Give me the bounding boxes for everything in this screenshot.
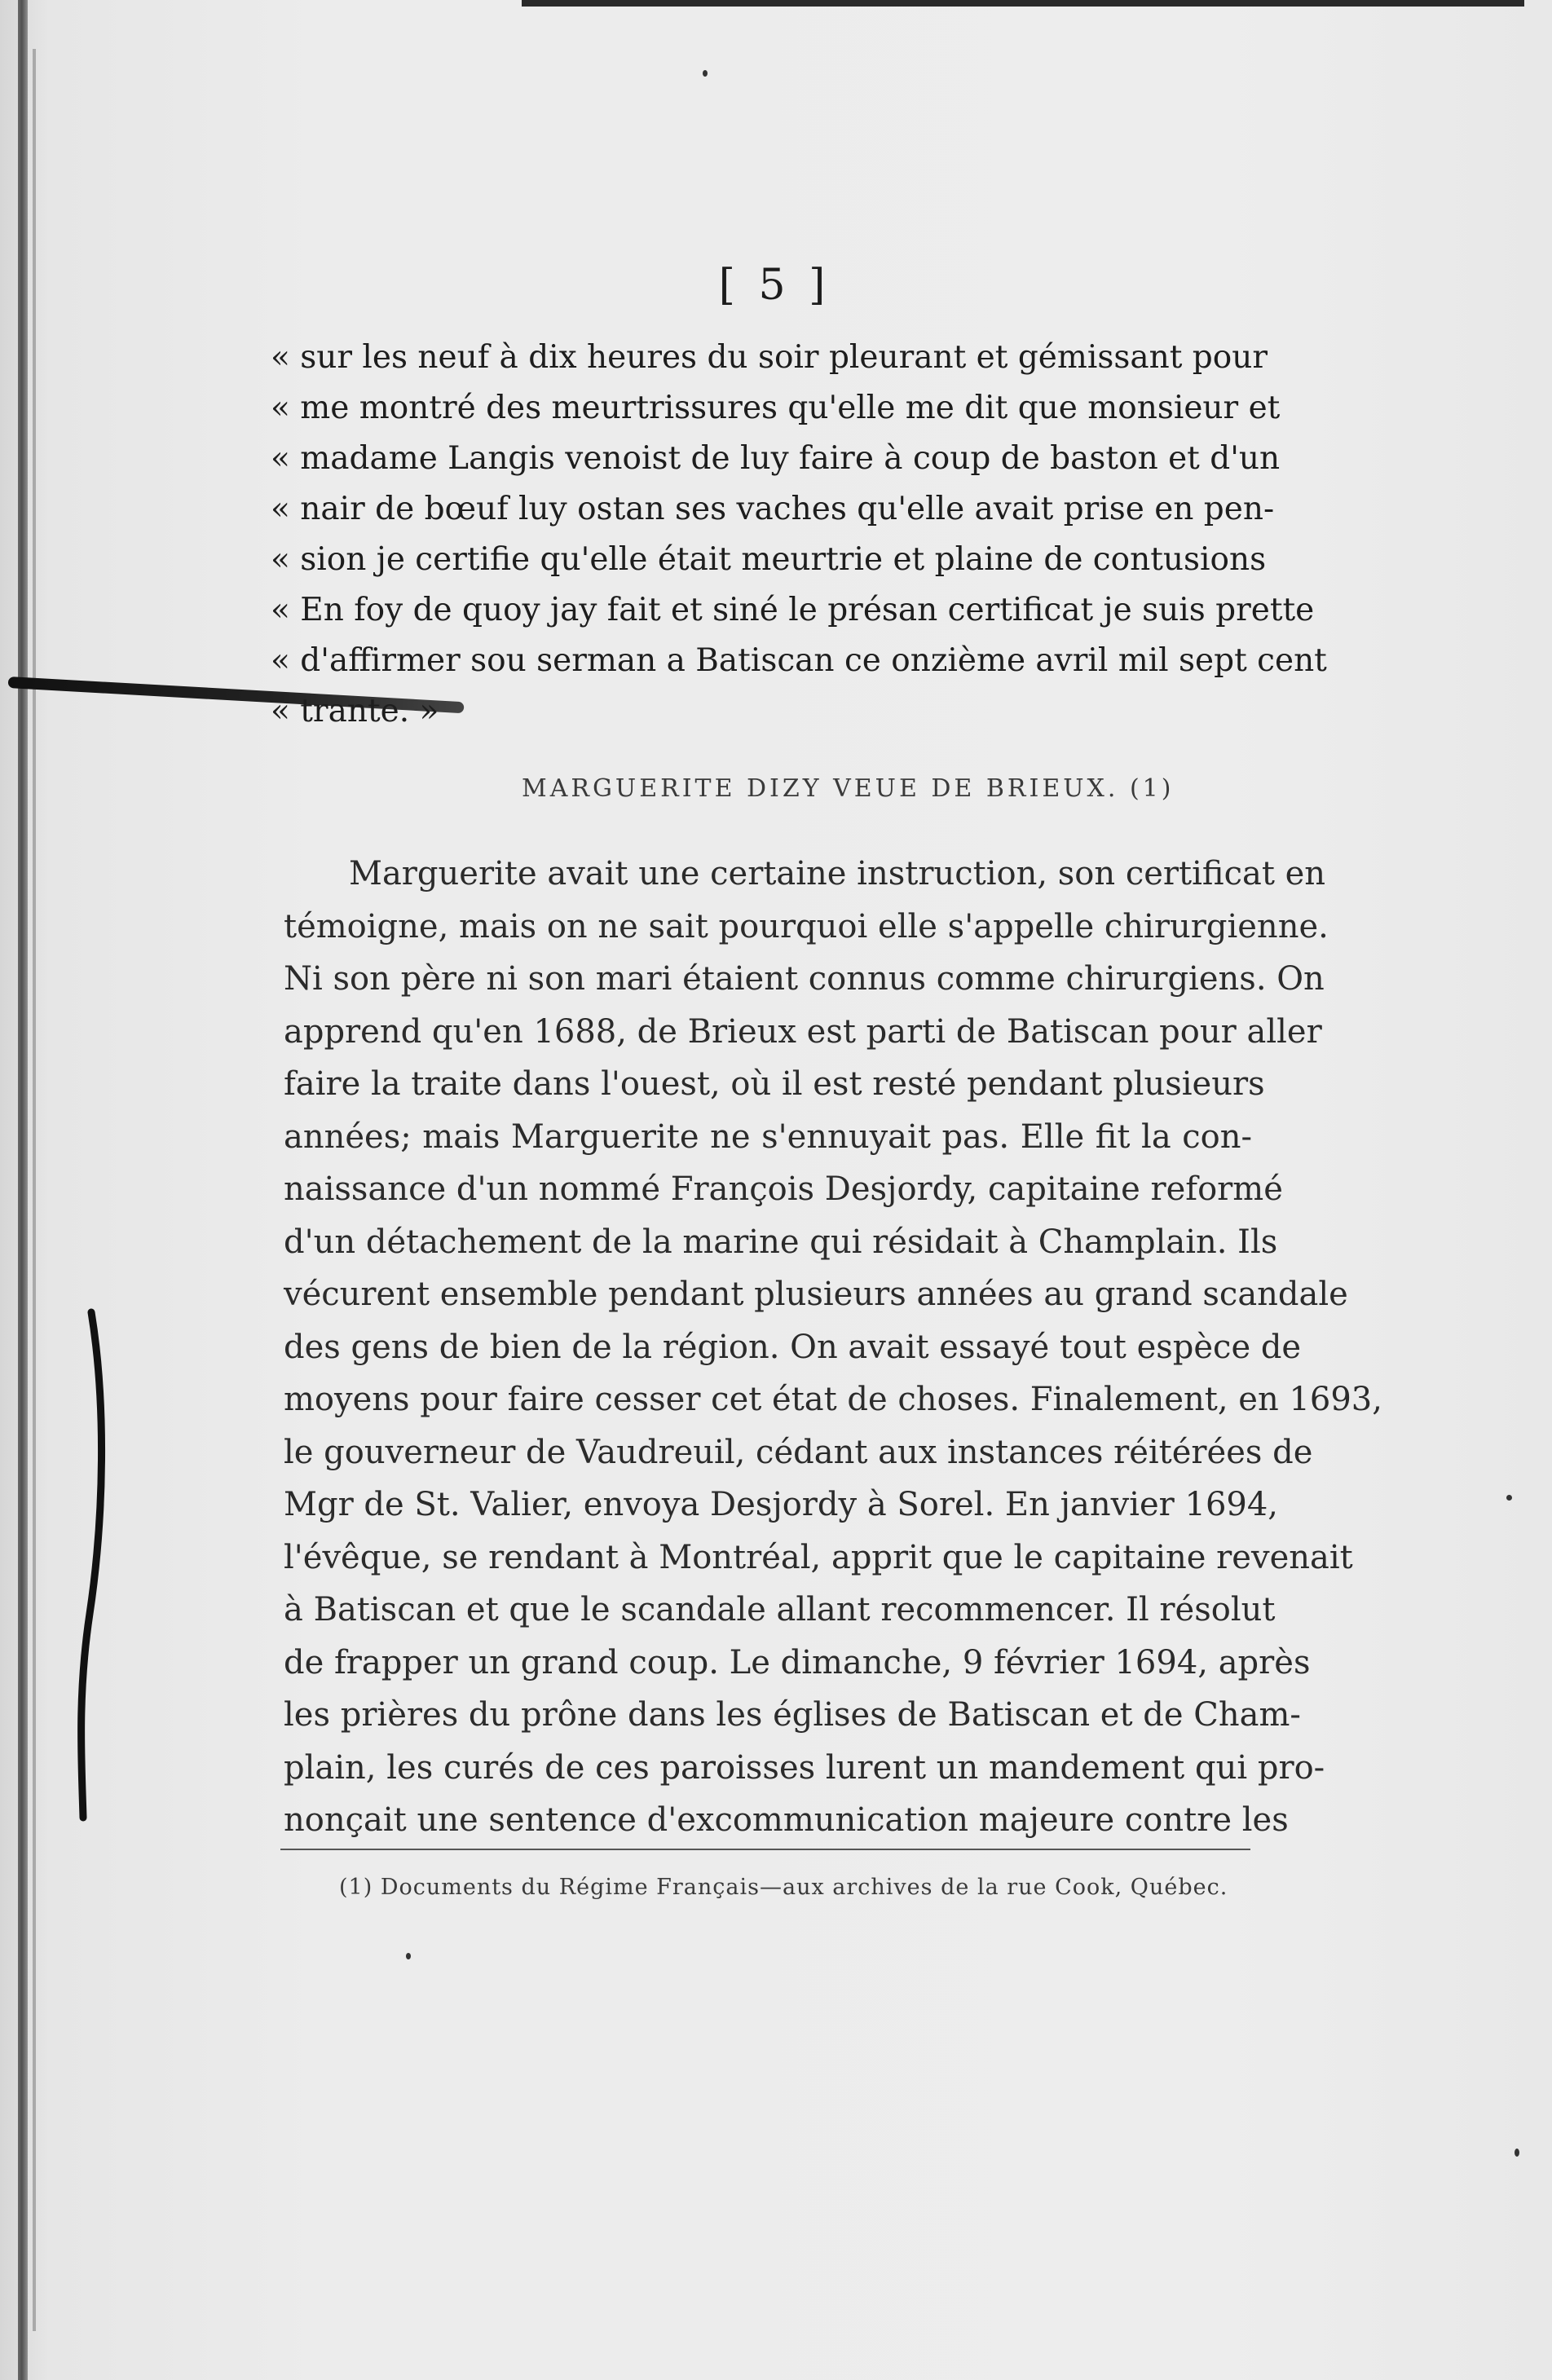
quote-line: « En foy de quoy jay fait et siné le présan certificat je suis prette [271, 592, 1315, 628]
body-line: Ni son père ni son mari étaient connus comme chirurgiens. On [284, 960, 1325, 998]
footnote-divider [280, 1849, 1250, 1850]
quote-line: « nair de bœuf luy ostan ses vaches qu'elle avait prise en pen- [271, 491, 1275, 527]
binding-edge [18, 0, 28, 2380]
body-line: apprend qu'en 1688, de Brieux est parti de Batiscan pour aller [284, 1012, 1322, 1051]
binding-shadow [33, 49, 36, 2331]
quote-line: « trante. » [271, 693, 439, 729]
body-line: les prières du prône dans les églises de Batiscan et de Cham- [284, 1696, 1301, 1734]
quote-line: « sur les neuf à dix heures du soir pleurant et gémissant pour [271, 339, 1268, 376]
section-heading: MARGUERITE DIZY VEUE DE BRIEUX. (1) [522, 774, 1175, 803]
body-line: Marguerite avait une certaine instruction, son certificat en [349, 855, 1326, 892]
body-line: des gens de bien de la région. On avait essayé tout espèce de [284, 1328, 1302, 1366]
quote-line: « madame Langis venoist de luy faire à coup de baston et d'un [271, 440, 1281, 477]
body-line: l'évêque, se rendant à Montréal, apprit que le capitaine revenait [284, 1538, 1353, 1576]
body-line: Mgr de St. Valier, envoya Desjordy à Sorel. En janvier 1694, [284, 1486, 1278, 1523]
body-line: de frapper un grand coup. Le dimanche, 9 février 1694, après [284, 1643, 1311, 1681]
body-line: naissance d'un nommé François Desjordy, capitaine reformé [284, 1170, 1283, 1208]
scan-speck [406, 1953, 411, 1959]
margin-ink-curve [33, 1304, 122, 1826]
footnote: (1) Documents du Régime Français—aux archives de la rue Cook, Québec. [339, 1875, 1228, 1900]
quote-line: « me montré des meurtrissures qu'elle me dit que monsieur et [271, 390, 1281, 426]
body-line: plain, les curés de ces paroisses lurent un mandement qui pro- [284, 1748, 1325, 1787]
body-line: vécurent ensemble pendant plusieurs années au grand scandale [284, 1276, 1348, 1313]
quote-line: « d'affirmer sou serman a Batiscan ce onzième avril mil sept cent [271, 642, 1327, 679]
body-line: le gouverneur de Vaudreuil, cédant aux instances réitérées de [284, 1433, 1313, 1471]
body-line: d'un détachement de la marine qui résidait à Champlain. Ils [284, 1223, 1278, 1261]
body-line: témoigne, mais on ne sait pourquoi elle s'appelle chirurgienne. [284, 907, 1329, 945]
scan-speck [703, 70, 708, 77]
body-line: à Batiscan et que le scandale allant recommencer. Il résolut [284, 1591, 1276, 1629]
scan-speck [1506, 1495, 1512, 1501]
quoted-certificate [271, 333, 1327, 737]
quote-line: « sion je certifie qu'elle était meurtrie et plaine de contusions [271, 541, 1267, 578]
page-number: [ 5 ] [718, 261, 831, 310]
body-line: moyens pour faire cesser cet état de choses. Finalement, en 1693, [284, 1381, 1382, 1418]
scan-speck [1515, 2149, 1519, 2157]
body-line: faire la traite dans l'ouest, où il est resté pendant plusieurs [284, 1065, 1265, 1103]
body-paragraph [284, 848, 1382, 1847]
body-line: années; mais Marguerite ne s'ennuyait pas. Elle fit la con- [284, 1117, 1252, 1156]
body-line: nonçait une sentence d'excommunication majeure contre les [284, 1801, 1289, 1839]
scan-top-edge [522, 0, 1524, 7]
